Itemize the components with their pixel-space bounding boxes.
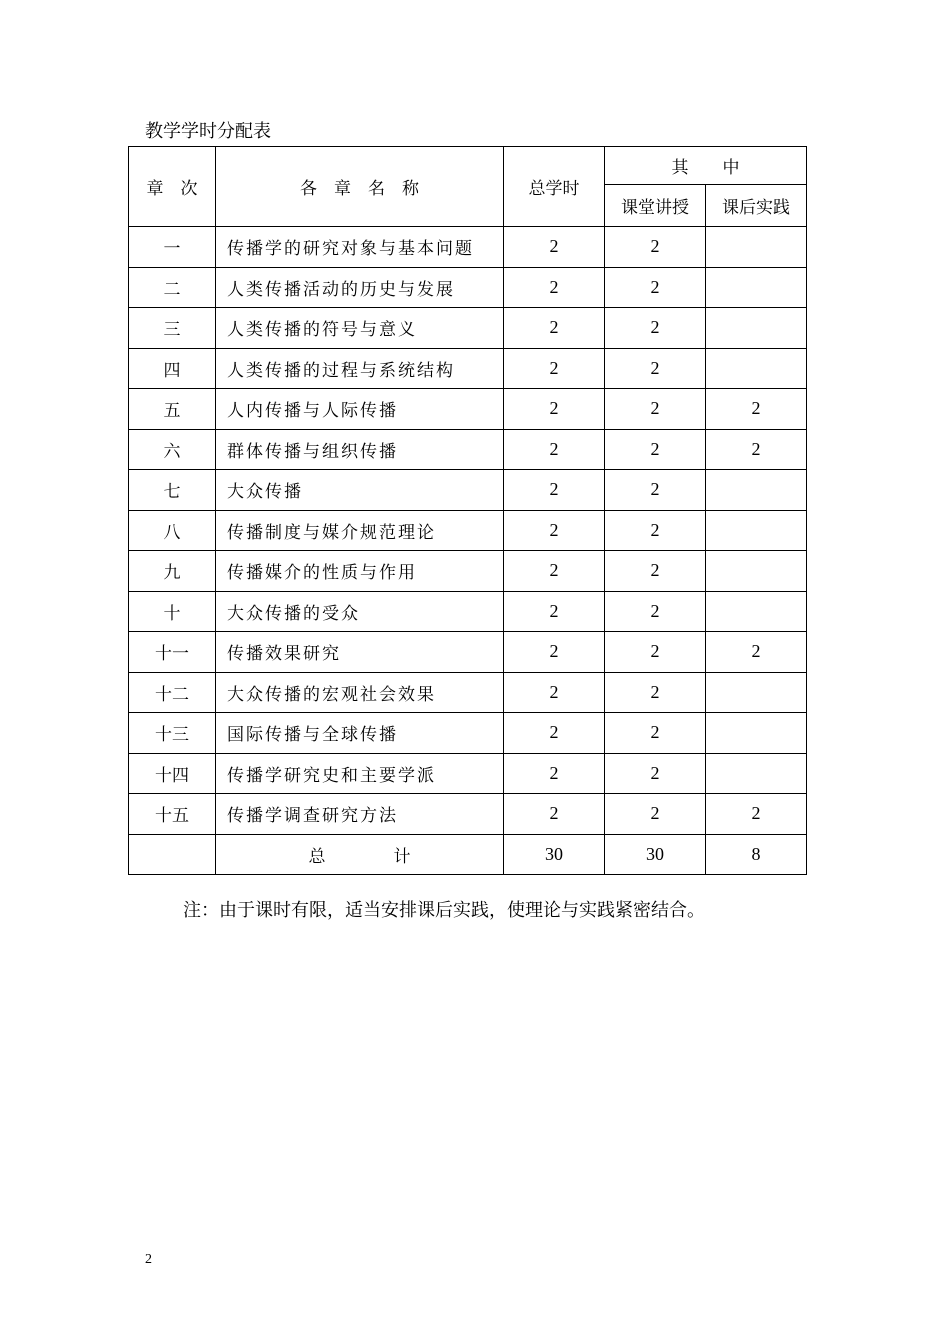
row-practice [706, 267, 807, 308]
header-practice: 课后实践 [706, 185, 807, 227]
table-row [129, 551, 807, 592]
row-lecture: 2 [605, 267, 706, 308]
row-lecture: 2 [605, 227, 706, 268]
row-lecture: 2 [605, 429, 706, 470]
hours-allocation-table [128, 146, 807, 875]
table-row [129, 267, 807, 308]
row-practice [706, 510, 807, 551]
row-name: 大众传播的宏观社会效果 [216, 672, 504, 713]
row-name: 传播学的研究对象与基本问题 [216, 227, 504, 268]
totals-total: 30 [504, 834, 605, 875]
row-total: 2 [504, 753, 605, 794]
row-lecture: 2 [605, 753, 706, 794]
table-row [129, 753, 807, 794]
row-name: 传播效果研究 [216, 632, 504, 673]
row-total: 2 [504, 227, 605, 268]
row-practice: 2 [706, 632, 807, 673]
header-of-which: 其 中 [605, 147, 807, 185]
row-lecture: 2 [605, 632, 706, 673]
row-chapter: 十二 [129, 672, 216, 713]
table-row [129, 227, 807, 268]
row-name: 大众传播的受众 [216, 591, 504, 632]
row-practice: 2 [706, 389, 807, 430]
row-chapter: 六 [129, 429, 216, 470]
row-lecture: 2 [605, 672, 706, 713]
row-chapter: 一 [129, 227, 216, 268]
row-total: 2 [504, 470, 605, 511]
row-name: 传播制度与媒介规范理论 [216, 510, 504, 551]
row-name: 群体传播与组织传播 [216, 429, 504, 470]
row-lecture: 2 [605, 308, 706, 349]
table-row [129, 510, 807, 551]
row-chapter: 三 [129, 308, 216, 349]
row-lecture: 2 [605, 470, 706, 511]
row-name: 人类传播活动的历史与发展 [216, 267, 504, 308]
footnote: 注：由于课时有限，适当安排课后实践，使理论与实践紧密结合。 [183, 900, 705, 921]
row-total: 2 [504, 510, 605, 551]
row-chapter: 七 [129, 470, 216, 511]
header-chapter: 章 次 [129, 147, 216, 227]
row-name: 国际传播与全球传播 [216, 713, 504, 754]
row-practice [706, 672, 807, 713]
row-chapter: 九 [129, 551, 216, 592]
row-lecture: 2 [605, 713, 706, 754]
table-row [129, 389, 807, 430]
row-total: 2 [504, 389, 605, 430]
row-lecture: 2 [605, 348, 706, 389]
page-number: 2 [145, 1252, 152, 1267]
row-lecture: 2 [605, 551, 706, 592]
row-total: 2 [504, 794, 605, 835]
header-row [129, 147, 807, 185]
row-name: 传播学研究史和主要学派 [216, 753, 504, 794]
row-lecture: 2 [605, 389, 706, 430]
row-chapter: 十三 [129, 713, 216, 754]
row-name: 传播媒介的性质与作用 [216, 551, 504, 592]
row-practice [706, 470, 807, 511]
row-name: 大众传播 [216, 470, 504, 511]
totals-practice: 8 [706, 834, 807, 875]
row-name: 传播学调查研究方法 [216, 794, 504, 835]
row-chapter: 四 [129, 348, 216, 389]
totals-label: 总 计 [216, 834, 504, 875]
table-row [129, 713, 807, 754]
row-chapter: 二 [129, 267, 216, 308]
row-practice [706, 227, 807, 268]
row-total: 2 [504, 591, 605, 632]
table-row [129, 632, 807, 673]
row-chapter: 十四 [129, 753, 216, 794]
row-chapter: 十 [129, 591, 216, 632]
row-lecture: 2 [605, 510, 706, 551]
totals-chapter [129, 834, 216, 875]
row-practice [706, 551, 807, 592]
table-row [129, 591, 807, 632]
row-name: 人内传播与人际传播 [216, 389, 504, 430]
row-practice [706, 308, 807, 349]
row-total: 2 [504, 672, 605, 713]
header-total: 总学时 [504, 147, 605, 227]
row-chapter: 十一 [129, 632, 216, 673]
row-name: 人类传播的符号与意义 [216, 308, 504, 349]
table-row [129, 794, 807, 835]
row-total: 2 [504, 267, 605, 308]
row-total: 2 [504, 551, 605, 592]
row-practice [706, 591, 807, 632]
row-name: 人类传播的过程与系统结构 [216, 348, 504, 389]
table-row [129, 308, 807, 349]
table-title: 教学学时分配表 [145, 121, 271, 142]
row-total: 2 [504, 348, 605, 389]
row-practice [706, 348, 807, 389]
table-row [129, 429, 807, 470]
header-name: 各 章 名 称 [216, 147, 504, 227]
table-row [129, 348, 807, 389]
row-lecture: 2 [605, 591, 706, 632]
table-row [129, 672, 807, 713]
row-practice [706, 713, 807, 754]
table-row [129, 470, 807, 511]
row-chapter: 五 [129, 389, 216, 430]
row-practice: 2 [706, 429, 807, 470]
header-lecture: 课堂讲授 [605, 185, 706, 227]
row-total: 2 [504, 713, 605, 754]
row-total: 2 [504, 632, 605, 673]
row-chapter: 八 [129, 510, 216, 551]
row-practice: 2 [706, 794, 807, 835]
row-lecture: 2 [605, 794, 706, 835]
row-chapter: 十五 [129, 794, 216, 835]
row-total: 2 [504, 308, 605, 349]
totals-row [129, 834, 807, 875]
row-practice [706, 753, 807, 794]
totals-lecture: 30 [605, 834, 706, 875]
row-total: 2 [504, 429, 605, 470]
